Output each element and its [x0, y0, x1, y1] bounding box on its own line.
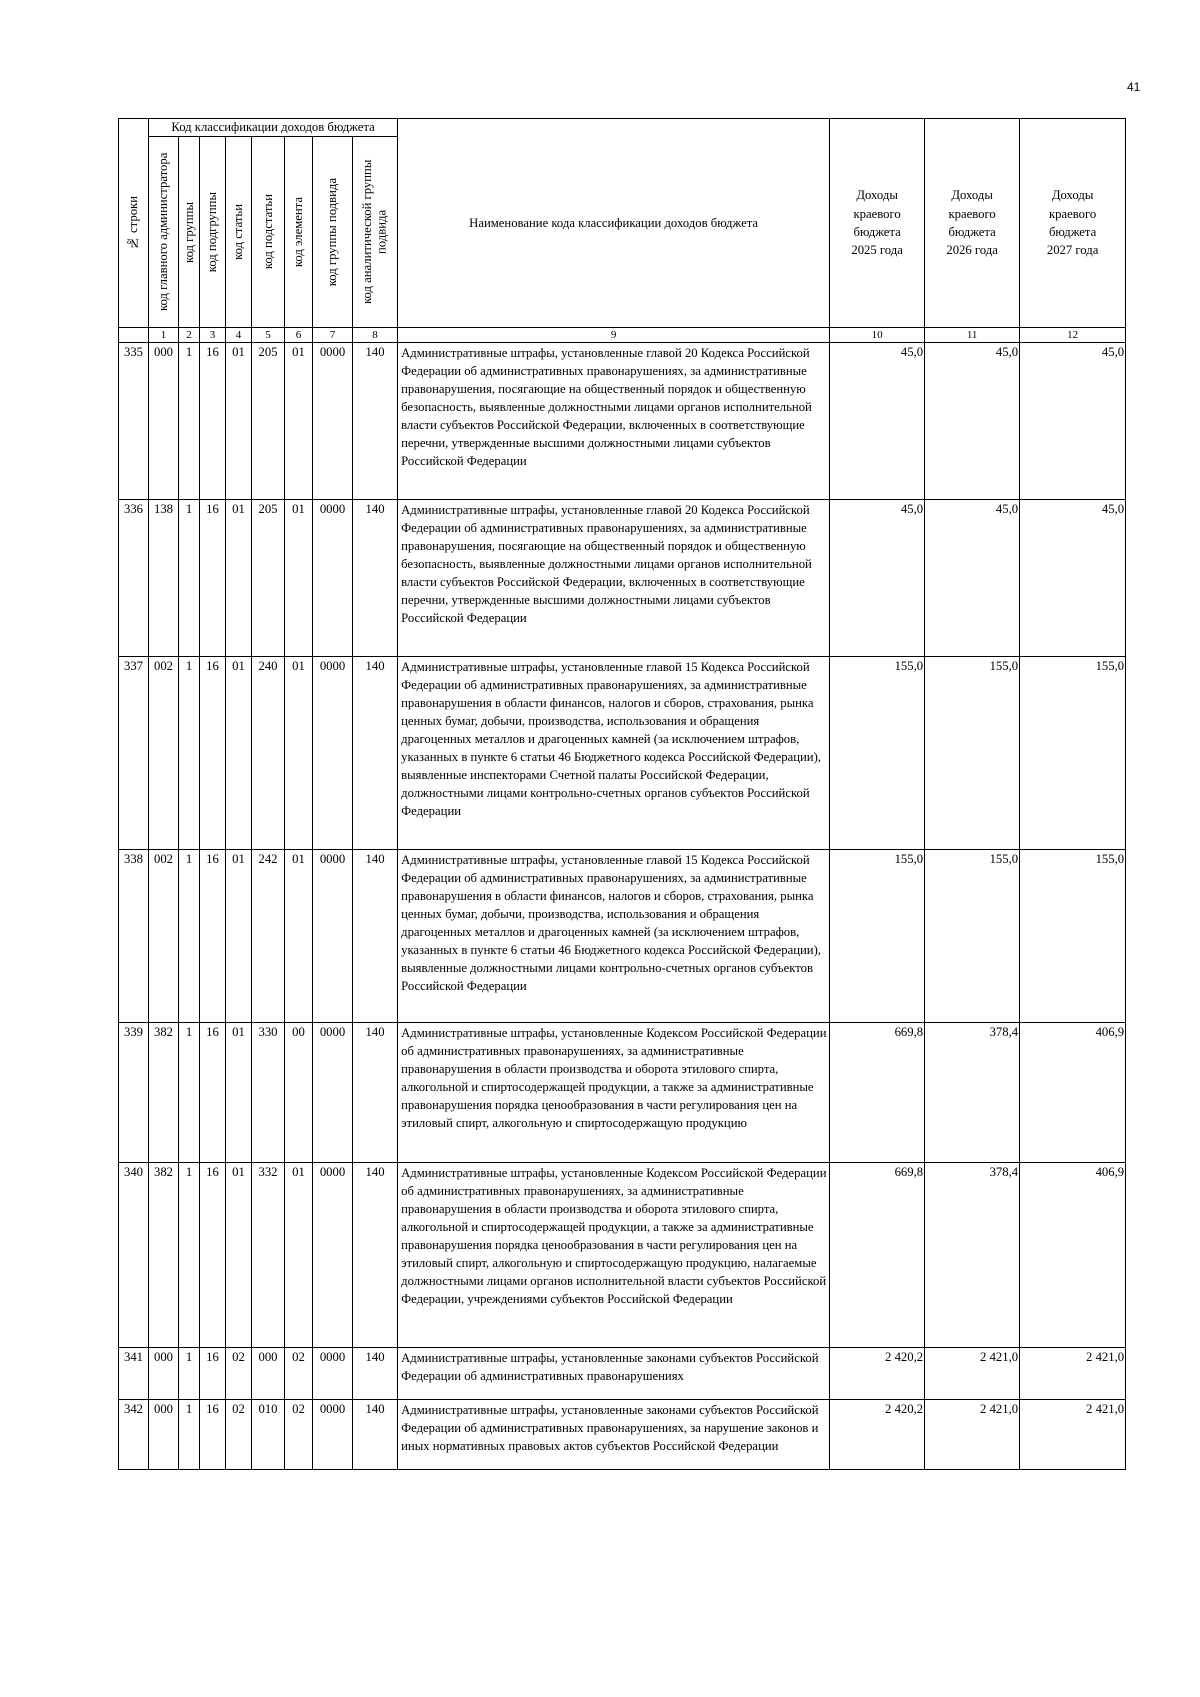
element-code-cell: 00	[285, 1023, 313, 1163]
income-2026-cell: 2 421,0	[925, 1348, 1020, 1400]
income-2027-cell: 2 421,0	[1020, 1348, 1126, 1400]
table-row	[119, 343, 1126, 500]
row-number-cell: 340	[119, 1163, 149, 1348]
income-2026-cell: 45,0	[925, 500, 1020, 657]
article-code-cell: 01	[226, 850, 252, 1023]
group-code-header: код группы	[179, 137, 200, 328]
column-number: 12	[1020, 328, 1126, 343]
table-row	[119, 850, 1126, 1023]
article-code-cell: 01	[226, 1163, 252, 1348]
income-name-cell: Административные штрафы, установленные главой 20 Кодекса Российской Федерации об административных правонарушениях, за административные правонарушения, посягающие на общественный порядок и общественную безопасность, выявленные должностными лицами органов исполнительной власти субъектов Российской Федерации, включенных в соответствующие перечни, утвержденные высшими должностными лицами субъектов Российской Федерации	[398, 500, 830, 657]
income-2025-header: Доходы краевого бюджета 2025 года	[830, 119, 925, 328]
column-number: 1	[149, 328, 179, 343]
row-number-cell: 338	[119, 850, 149, 1023]
subtype-group-code-cell: 0000	[313, 1023, 353, 1163]
group-code-cell: 1	[179, 1348, 200, 1400]
element-code-cell: 02	[285, 1348, 313, 1400]
income-2026-cell: 2 421,0	[925, 1400, 1020, 1470]
article-code-cell: 01	[226, 343, 252, 500]
column-number: 4	[226, 328, 252, 343]
income-name-cell: Административные штрафы, установленные главой 15 Кодекса Российской Федерации об административных правонарушениях, за административные правонарушения в области финансов, налогов и сборов, страхования, рынка ценных бумаг, добычи, производства, использования и обращения драгоценных металлов и драгоценных камней (за исключением штрафов, указанных в пункте 6 статьи 46 Бюджетного кодекса Российской Федерации), выявленные должностными лицами контрольно-счетных органов субъектов Российской Федерации	[398, 850, 830, 1023]
subtype-group-code-cell: 0000	[313, 500, 353, 657]
group-code-cell: 1	[179, 850, 200, 1023]
table-row	[119, 1348, 1126, 1400]
column-number: 10	[830, 328, 925, 343]
analytic-group-code-header: код аналитической группы подвида	[353, 137, 398, 328]
element-code-header: код элемента	[285, 137, 313, 328]
admin-code-cell: 000	[149, 1400, 179, 1470]
income-2027-cell: 45,0	[1020, 500, 1126, 657]
column-number: 8	[353, 328, 398, 343]
subtype-group-code-cell: 0000	[313, 850, 353, 1023]
subtype-group-code-cell: 0000	[313, 1163, 353, 1348]
analytic-group-code-cell: 140	[353, 1163, 398, 1348]
income-2026-cell: 378,4	[925, 1163, 1020, 1348]
row-number-cell: 341	[119, 1348, 149, 1400]
subgroup-code-cell: 16	[200, 1163, 226, 1348]
classification-code-header: Код классификации доходов бюджета	[149, 119, 398, 137]
income-2025-cell: 45,0	[830, 500, 925, 657]
income-2027-cell: 45,0	[1020, 343, 1126, 500]
subarticle-code-cell: 205	[252, 500, 285, 657]
subarticle-code-cell: 332	[252, 1163, 285, 1348]
table-row	[119, 1163, 1126, 1348]
column-number: 2	[179, 328, 200, 343]
table-row	[119, 1400, 1126, 1470]
subgroup-code-cell: 16	[200, 1023, 226, 1163]
table-row	[119, 500, 1126, 657]
analytic-group-code-cell: 140	[353, 500, 398, 657]
income-2027-cell: 406,9	[1020, 1163, 1126, 1348]
subtype-group-code-cell: 0000	[313, 1400, 353, 1470]
analytic-group-code-cell: 140	[353, 343, 398, 500]
income-name-cell: Административные штрафы, установленные Кодексом Российской Федерации об административных правонарушениях, за административные правонарушения в области производства и оборота этилового спирта, алкогольной и спиртосодержащей продукции, а также за административные правонарушения порядка ценообразования в части регулирования цен на этиловый спирт, алкогольную и спиртосодержащую продукцию, налагаемые должностными лицами органов исполнительной власти субъектов Российской Федерации, учреждениями субъектов Российской Федерации	[398, 1163, 830, 1348]
subtype-group-code-cell: 0000	[313, 1348, 353, 1400]
income-name-cell: Административные штрафы, установленные Кодексом Российской Федерации об административных правонарушениях, за административные правонарушения в области производства и оборота этилового спирта, алкогольной и спиртосодержащей продукции, а также за административные правонарушения порядка ценообразования в части регулирования цен на этиловый спирт, алкогольную и спиртосодержащую продукцию	[398, 1023, 830, 1163]
analytic-group-code-cell: 140	[353, 1348, 398, 1400]
subarticle-code-cell: 205	[252, 343, 285, 500]
income-2027-cell: 155,0	[1020, 850, 1126, 1023]
admin-code-cell: 000	[149, 1348, 179, 1400]
group-code-cell: 1	[179, 1163, 200, 1348]
income-2027-cell: 406,9	[1020, 1023, 1126, 1163]
name-column-header: Наименование кода классификации доходов бюджета	[398, 119, 830, 328]
column-number: 11	[925, 328, 1020, 343]
admin-code-cell: 138	[149, 500, 179, 657]
admin-code-cell: 002	[149, 850, 179, 1023]
element-code-cell: 01	[285, 343, 313, 500]
subgroup-code-cell: 16	[200, 850, 226, 1023]
subarticle-code-cell: 330	[252, 1023, 285, 1163]
subarticle-code-cell: 242	[252, 850, 285, 1023]
column-number: 9	[398, 328, 830, 343]
element-code-cell: 02	[285, 1400, 313, 1470]
income-2025-cell: 2 420,2	[830, 1348, 925, 1400]
element-code-cell: 01	[285, 1163, 313, 1348]
income-2025-cell: 669,8	[830, 1023, 925, 1163]
admin-code-cell: 000	[149, 343, 179, 500]
subarticle-code-header: код подстатьи	[252, 137, 285, 328]
column-number: 7	[313, 328, 353, 343]
income-2027-cell: 2 421,0	[1020, 1400, 1126, 1470]
column-numbers-row	[119, 328, 1126, 343]
subgroup-code-cell: 16	[200, 1348, 226, 1400]
income-2025-cell: 2 420,2	[830, 1400, 925, 1470]
budget-income-table	[118, 118, 1126, 1470]
subgroup-code-cell: 16	[200, 1400, 226, 1470]
element-code-cell: 01	[285, 500, 313, 657]
income-2025-cell: 155,0	[830, 657, 925, 850]
subtype-group-code-header: код группы подвида	[313, 137, 353, 328]
subarticle-code-cell: 000	[252, 1348, 285, 1400]
income-2026-header: Доходы краевого бюджета 2026 года	[925, 119, 1020, 328]
subgroup-code-cell: 16	[200, 343, 226, 500]
table-row	[119, 657, 1126, 850]
income-name-cell: Административные штрафы, установленные главой 15 Кодекса Российской Федерации об административных правонарушениях, за административные правонарушения в области финансов, налогов и сборов, страхования, рынка ценных бумаг, добычи, производства, использования и обращения драгоценных металлов и драгоценных камней (за исключением штрафов, указанных в пункте 6 статьи 46 Бюджетного кодекса Российской Федерации), выявленные инспекторами Счетной палаты Российской Федерации, должностными лицами контрольно-счетных органов субъектов Российской Федерации	[398, 657, 830, 850]
income-2027-header: Доходы краевого бюджета 2027 года	[1020, 119, 1126, 328]
column-number: 5	[252, 328, 285, 343]
table-row	[119, 1023, 1126, 1163]
subgroup-code-header: код подгруппы	[200, 137, 226, 328]
income-name-cell: Административные штрафы, установленные главой 20 Кодекса Российской Федерации об административных правонарушениях, за административные правонарушения, посягающие на общественный порядок и общественную безопасность, выявленные должностными лицами органов исполнительной власти субъектов Российской Федерации, включенных в соответствующие перечни, утвержденные высшими должностными лицами субъектов Российской Федерации	[398, 343, 830, 500]
article-code-cell: 02	[226, 1348, 252, 1400]
group-code-cell: 1	[179, 1400, 200, 1470]
row-number-cell: 339	[119, 1023, 149, 1163]
subgroup-code-cell: 16	[200, 657, 226, 850]
element-code-cell: 01	[285, 657, 313, 850]
analytic-group-code-cell: 140	[353, 1023, 398, 1163]
row-number-header: № строки	[119, 119, 149, 328]
row-number-cell: 335	[119, 343, 149, 500]
subarticle-code-cell: 010	[252, 1400, 285, 1470]
group-code-cell: 1	[179, 657, 200, 850]
subtype-group-code-cell: 0000	[313, 343, 353, 500]
column-number: 3	[200, 328, 226, 343]
article-code-cell: 01	[226, 1023, 252, 1163]
income-2025-cell: 155,0	[830, 850, 925, 1023]
article-code-cell: 01	[226, 500, 252, 657]
income-name-cell: Административные штрафы, установленные законами субъектов Российской Федерации об административных правонарушениях	[398, 1348, 830, 1400]
article-code-cell: 02	[226, 1400, 252, 1470]
admin-code-cell: 382	[149, 1163, 179, 1348]
group-code-cell: 1	[179, 343, 200, 500]
article-code-header: код статьи	[226, 137, 252, 328]
subgroup-code-cell: 16	[200, 500, 226, 657]
income-2026-cell: 45,0	[925, 343, 1020, 500]
income-2025-cell: 669,8	[830, 1163, 925, 1348]
page-number: 41	[1127, 80, 1141, 94]
analytic-group-code-cell: 140	[353, 657, 398, 850]
income-2026-cell: 155,0	[925, 657, 1020, 850]
article-code-cell: 01	[226, 657, 252, 850]
row-number-cell: 337	[119, 657, 149, 850]
table-body	[119, 343, 1126, 1470]
group-code-cell: 1	[179, 1023, 200, 1163]
income-2025-cell: 45,0	[830, 343, 925, 500]
group-code-cell: 1	[179, 500, 200, 657]
element-code-cell: 01	[285, 850, 313, 1023]
income-2026-cell: 155,0	[925, 850, 1020, 1023]
analytic-group-code-cell: 140	[353, 1400, 398, 1470]
subtype-group-code-cell: 0000	[313, 657, 353, 850]
admin-code-cell: 382	[149, 1023, 179, 1163]
admin-code-cell: 002	[149, 657, 179, 850]
income-2026-cell: 378,4	[925, 1023, 1020, 1163]
analytic-group-code-cell: 140	[353, 850, 398, 1023]
column-number: 6	[285, 328, 313, 343]
subarticle-code-cell: 240	[252, 657, 285, 850]
income-2027-cell: 155,0	[1020, 657, 1126, 850]
income-name-cell: Административные штрафы, установленные законами субъектов Российской Федерации об административных правонарушениях, за нарушение законов и иных нормативных правовых актов субъектов Российской Федерации	[398, 1400, 830, 1470]
admin-code-header: код главного администратора	[149, 137, 179, 328]
row-number-cell: 342	[119, 1400, 149, 1470]
column-number	[119, 328, 149, 343]
row-number-cell: 336	[119, 500, 149, 657]
